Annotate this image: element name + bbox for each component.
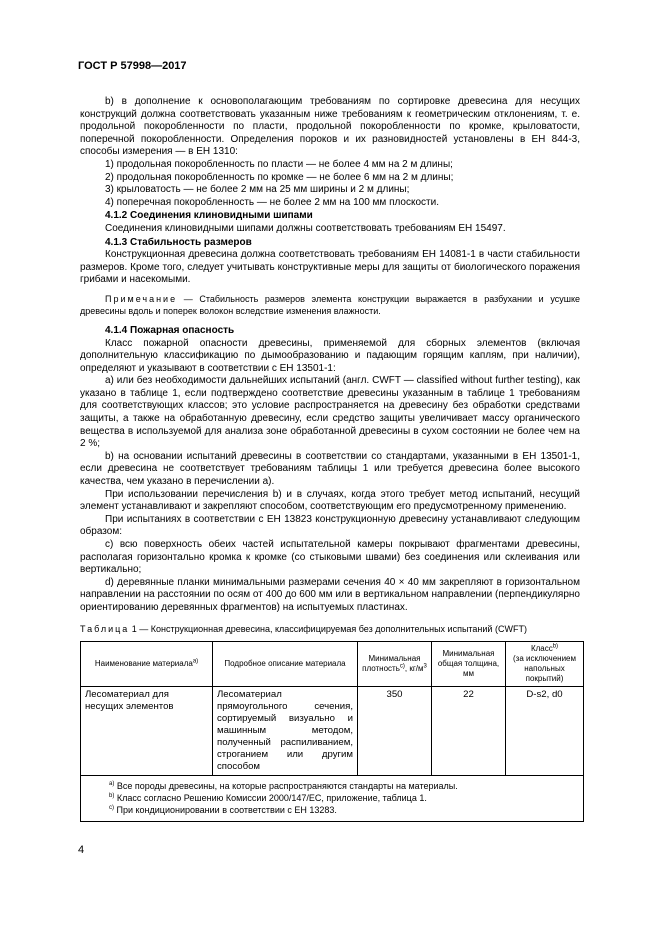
cell-class: D-s2, d0 bbox=[506, 687, 584, 776]
deviation-item-3: 3) крыловатость — не более 2 мм на 25 мм ширины и 2 м длины; bbox=[105, 184, 410, 196]
paragraph-4-1-4-usage: При использовании перечисления b) и в случаях, когда этого требует метод испытаний, несущий элемент устанавливают и закрепляют способом, соответствующим его предусмотренному применению. bbox=[80, 488, 580, 513]
paragraph-4-1-4-a: а) или без необходимости дальнейших испытаний (англ. CWFT — classified without further testing), как указано в таблице 1, если подтверждено соответствие древесины указанным в таблице 1 требованиям для соответствующих классов; это условие распространяется на древесину без обработки средствами защиты, а также на обработанную древесину, если средство защиты увеличивает массу органического вещества в используемой для анализа зоне обработанной древесины в сухом состоянии не более чем на 2 %; bbox=[80, 375, 580, 450]
deviation-item-2: 2) продольная покоробленность по кромке — не более 6 мм на 2 м длины; bbox=[105, 171, 454, 183]
paragraph-4-1-4-d: d) деревянные планки минимальными размерами сечения 40 × 40 мм закрепляют в горизонтальном направлении на расстоянии по осям от 400 до 600 мм или в вертикальном направлении (перпендикулярно ориентированию деревянных фрагментов) на испытуемых пластинах. bbox=[80, 576, 580, 613]
note bbox=[80, 293, 580, 317]
note-label: Примечание bbox=[105, 293, 178, 304]
footnote-c: $^{c)}$ При кондиционировании в соответствии с ЕН 13283. bbox=[109, 805, 337, 816]
heading-4-1-4: 4.1.4 Пожарная опасность bbox=[105, 324, 235, 336]
header-min-thickness: Минимальная общая толщина, мм bbox=[432, 642, 506, 687]
table-footnotes-row bbox=[81, 776, 584, 822]
paragraph-4-1-3: Конструкционная древесина должна соответствовать требованиям ЕН 14081-1 в части стабильности размеров. Кроме того, следует учитывать конструктивные меры для защиты от биологического поражения грибами и насекомыми. bbox=[80, 249, 580, 286]
header-material-name: Наименование материала$^{a)}$ bbox=[81, 642, 213, 687]
note-text: — Стабильность размеров элемента конструкции выражается в разбухании и усушке древесины вдоль и поперек волокон вследствие изменения влажности. bbox=[80, 293, 580, 316]
header-min-density: Минимальная плотность$^{c)}$, $кг/м^3$ bbox=[358, 642, 432, 687]
paragraph-b-intro: b) в дополнение к основополагающим требованиям по сортировке древесина для несущих конструкций должна соответствовать указанным ниже требованиям к геометрическим отклонениям, т. е. продольной покоробленности по пласти, продольной покоробленности по кромке, крыловатости, поперечной покоробленности. Определения пороков и их разновидностей установлены в ЕН 844-3, способы измерения — в ЕН 1310: bbox=[80, 96, 580, 158]
heading-4-1-3: 4.1.3 Стабильность размеров bbox=[105, 236, 252, 248]
deviation-item-4: 4) поперечная покоробленность — не более 2 мм на 100 мм плоскости. bbox=[105, 196, 439, 208]
table-caption bbox=[80, 623, 580, 636]
paragraph-4-1-2: Соединения клиновидными шипами должны соответствовать требованиям ЕН 15497. bbox=[105, 222, 506, 234]
page-content bbox=[80, 96, 580, 822]
cell-density: 350 bbox=[358, 687, 432, 776]
footnote-b: $^{b)}$ Класс согласно Решению Комиссии 2000/147/ЕС, приложение, таблица 1. bbox=[109, 793, 427, 804]
paragraph-4-1-4-c: c) всю поверхность обеих частей испытательной камеры покрывают фрагментами древесины, располагая горизонтально кромка к кромке (со стыковыми швами) без соединения или склеивания или вертикально; bbox=[80, 539, 580, 576]
table-footnotes bbox=[81, 776, 584, 822]
table-caption-label: Таблица bbox=[80, 623, 130, 634]
footnote-a: $^{a)}$ Все породы древесины, на которые распространяются стандарты на материалы. bbox=[109, 781, 458, 792]
header-class: Класс$^{b)}$ (за исключением напольных покрытий) bbox=[506, 642, 584, 687]
cell-description: Лесоматериал прямоугольного сечения, сортируемый визуально и машинным методом, полученный распиливанием, строганием или другим способом bbox=[213, 687, 358, 776]
paragraph-4-1-4-intro: Класс пожарной опасности древесины, применяемой для сборных элементов (включая дополнительную классификацию по дымообразованию и падающим горящим каплям, при наличии), определяют и указывают в соответствии с ЕН 13501-1: bbox=[80, 337, 580, 374]
page-number: 4 bbox=[78, 844, 85, 856]
paragraph-4-1-4-b: b) на основании испытаний древесины в соответствии со стандартами, указанными в ЕН 13501-1, если древесина не соответствует требованиям таблицы 1 или требуется древесина более высокого качества, чем указано в перечислении а). bbox=[80, 450, 580, 488]
table-header-row bbox=[81, 642, 584, 687]
deviation-item-1: 1) продольная покоробленность по пласти — не более 4 мм на 2 м длины; bbox=[105, 158, 453, 170]
table-row bbox=[81, 687, 584, 776]
cell-material-name: Лесоматериал для несущих элементов bbox=[81, 687, 213, 776]
paragraph-4-1-4-testing: При испытаниях в соответствии с ЕН 13823 конструкционную древесину устанавливают следующим образом: bbox=[80, 513, 580, 538]
cwft-table bbox=[80, 641, 584, 822]
table-caption-text: 1 — Конструкционная древесина, классифицируемая без дополнительных испытаний (CWFT) bbox=[129, 623, 527, 634]
header-description: Подробное описание материала bbox=[213, 642, 358, 687]
document-header: ГОСТ Р 57998—2017 bbox=[78, 60, 187, 72]
heading-4-1-2: 4.1.2 Соединения клиновидными шипами bbox=[105, 210, 313, 222]
cell-thickness: 22 bbox=[432, 687, 506, 776]
